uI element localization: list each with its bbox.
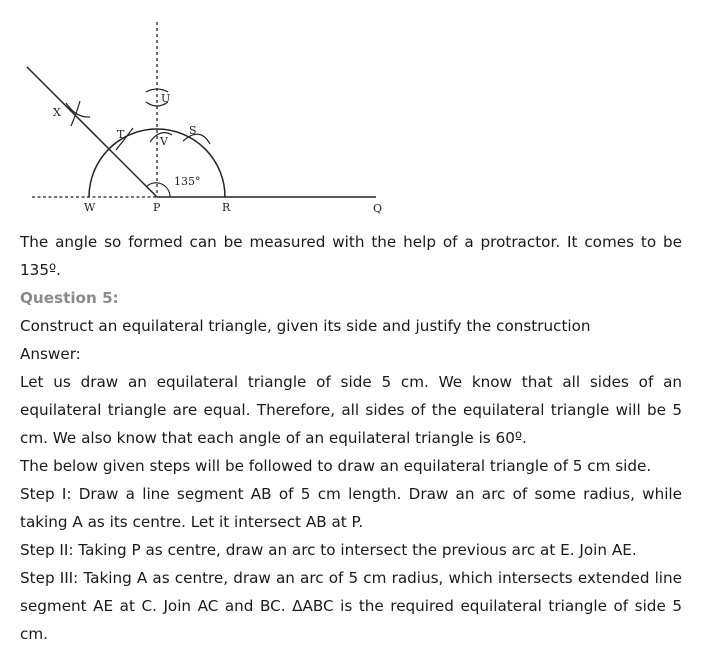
arc-mark-x2 [71,101,80,126]
answer-paragraph-1: Let us draw an equilateral triangle of side 5 cm. We know that all sides of an equilateral triangle are equal. Therefore, all sides of the equilateral triangle will be 5 cm. We also know that each angle of an equilateral triangle is 60º. [20,373,682,447]
label-s: S [189,124,197,137]
answer-label: Answer: [20,345,81,363]
label-r: R [222,201,231,214]
label-w: W [84,201,96,214]
step-1: Step I: Draw a line segment AB of 5 cm length. Draw an arc of some radius, while taking A as its centre. Let it intersect AB at P. [20,485,682,531]
answer-paragraph-2: The below given steps will be followed to draw an equilateral triangle of 5 cm side. [20,457,652,475]
step-3: Step III: Taking A as centre, draw an arc of 5 cm radius, which intersects extended line segment AE at C. Join AC and BC. ΔABC is the required equilateral triangle of side 5 cm. [20,569,682,643]
question-heading: Question 5: [20,289,119,307]
label-v: V [160,135,168,148]
construction-diagram [0,0,723,225]
document-body [20,228,682,648]
construction-figure [0,0,723,225]
step-2: Step II: Taking P as centre, draw an arc to intersect the previous arc at E. Join AE. [20,541,637,559]
question-text: Construct an equilateral triangle, given its side and justify the construction [20,317,591,335]
label-angle: 135° [174,175,201,188]
label-t: T [117,128,125,141]
label-p: P [153,201,161,214]
intro-paragraph: The angle so formed can be measured with the help of a protractor. It comes to be 135º. [20,233,682,279]
label-x: X [53,106,61,119]
label-u: U [161,92,171,105]
label-q: Q [373,202,383,215]
